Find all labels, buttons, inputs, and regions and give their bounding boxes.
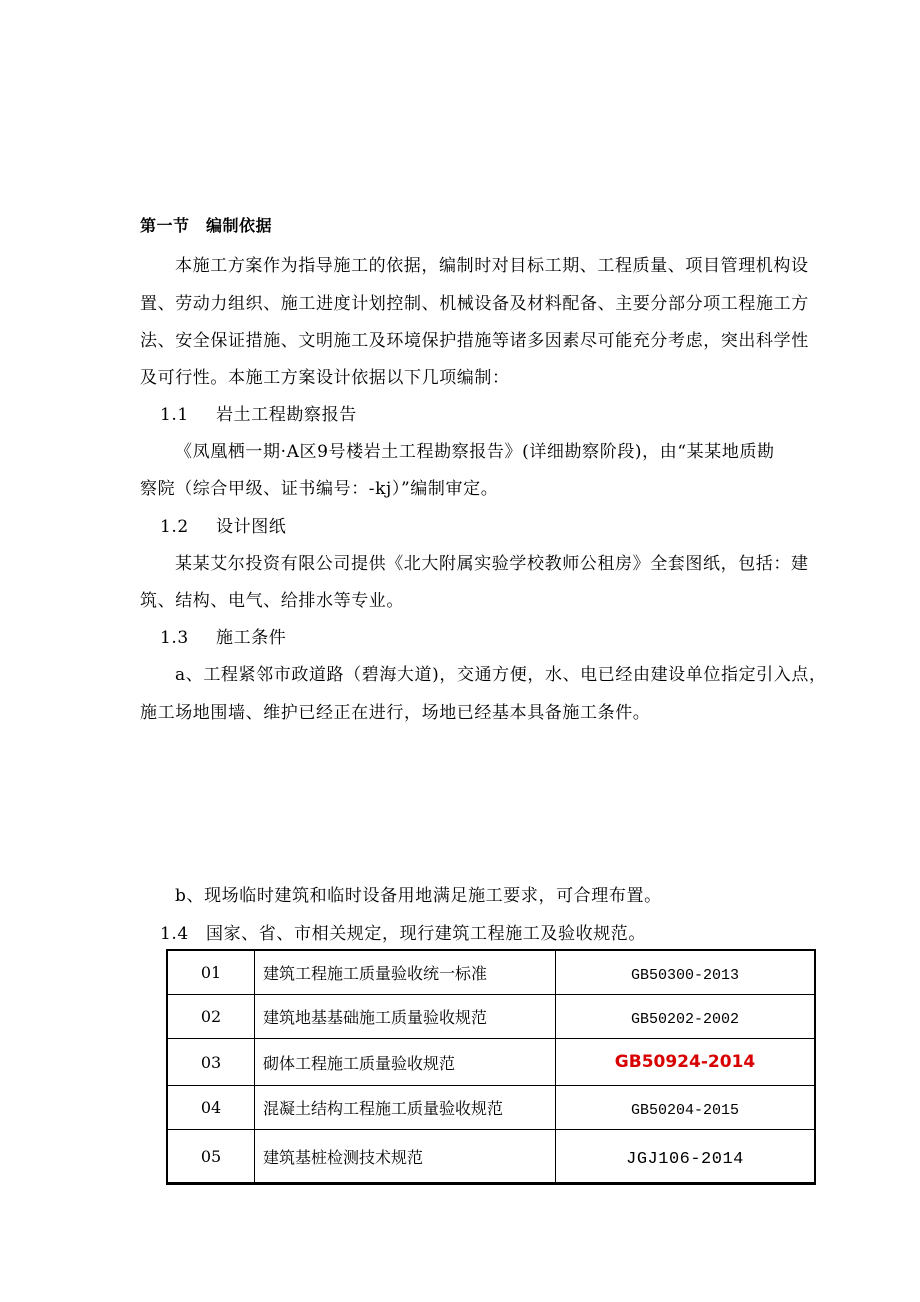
standard-number: 02 xyxy=(167,995,255,1039)
standards-table xyxy=(166,949,816,1185)
standard-code: GB50202-2002 xyxy=(556,995,816,1039)
item-title: 施工条件 xyxy=(216,628,287,648)
table-row xyxy=(167,1086,815,1130)
item-1-3-line-2: 施工场地围墙、维护已经正在进行，场地已经基本具备施工条件。 xyxy=(140,703,651,723)
item-1-1-line-1: 《凤凰栖一期·A区9号楼岩土工程勘察报告》(详细勘察阶段)，由“某某地质勘 xyxy=(175,442,775,462)
item-number: 1.2 xyxy=(160,517,189,537)
item-1-1-heading xyxy=(160,403,357,427)
item-1-3-line-1: a、工程紧邻市政道路（碧海大道)，交通方便，水、电已经由建设单位指定引入点， xyxy=(175,665,827,685)
intro-line-1: 本施工方案作为指导施工的依据，编制时对目标工期、工程质量、项目管理机构设 xyxy=(175,256,809,276)
item-number: 1.4 xyxy=(160,924,189,944)
standard-title: 混凝土结构工程施工质量验收规范 xyxy=(255,1086,556,1130)
standard-code: JGJ106-2014 xyxy=(556,1130,816,1184)
item-title: 岩土工程勘察报告 xyxy=(216,405,357,425)
intro-line-4: 及可行性。本施工方案设计依据以下几项编制： xyxy=(140,368,510,388)
standard-number: 05 xyxy=(167,1130,255,1184)
item-number: 1.3 xyxy=(160,628,189,648)
item-title: 国家、省、市相关规定，现行建筑工程施工及验收规范。 xyxy=(206,924,646,944)
standard-title: 建筑工程施工质量验收统一标准 xyxy=(255,950,556,995)
standard-number: 03 xyxy=(167,1039,255,1086)
intro-line-3: 法、安全保证措施、文明施工及环境保护措施等诸多因素尽可能充分考虑，突出科学性 xyxy=(140,331,809,351)
item-number: 1.1 xyxy=(160,405,189,425)
standard-number: 04 xyxy=(167,1086,255,1130)
item-1-1-line-2: 察院（综合甲级、证书编号：-kj）”编制审定。 xyxy=(140,479,499,499)
standard-title: 建筑基桩检测技术规范 xyxy=(255,1130,556,1184)
standard-code: GB50204-2015 xyxy=(556,1086,816,1130)
intro-line-2: 置、劳动力组织、施工进度计划控制、机械设备及材料配备、主要分部分项工程施工方 xyxy=(140,294,809,314)
standard-code: GB50300-2013 xyxy=(556,950,816,995)
standard-title: 砌体工程施工质量验收规范 xyxy=(255,1039,556,1086)
item-1-2-line-1: 某某艾尔投资有限公司提供《北大附属实验学校教师公租房》全套图纸，包括：建 xyxy=(175,554,809,574)
item-1-3-heading xyxy=(160,626,286,650)
table-row xyxy=(167,995,815,1039)
item-1-2-line-2: 筑、结构、电气、给排水等专业。 xyxy=(140,591,404,611)
standard-title: 建筑地基基础施工质量验收规范 xyxy=(255,995,556,1039)
item-title: 设计图纸 xyxy=(216,517,287,537)
item-1-2-heading xyxy=(160,515,286,539)
table-row xyxy=(167,950,815,995)
standard-number: 01 xyxy=(167,950,255,995)
section-heading: 第一节 编制依据 xyxy=(140,216,273,235)
table-row xyxy=(167,1039,815,1086)
item-1-4-heading xyxy=(160,922,646,946)
item-b-line: b、现场临时建筑和临时设备用地满足施工要求，可合理布置。 xyxy=(175,886,662,906)
standard-code-highlighted: GB50924-2014 xyxy=(556,1039,816,1086)
table-row xyxy=(167,1130,815,1184)
